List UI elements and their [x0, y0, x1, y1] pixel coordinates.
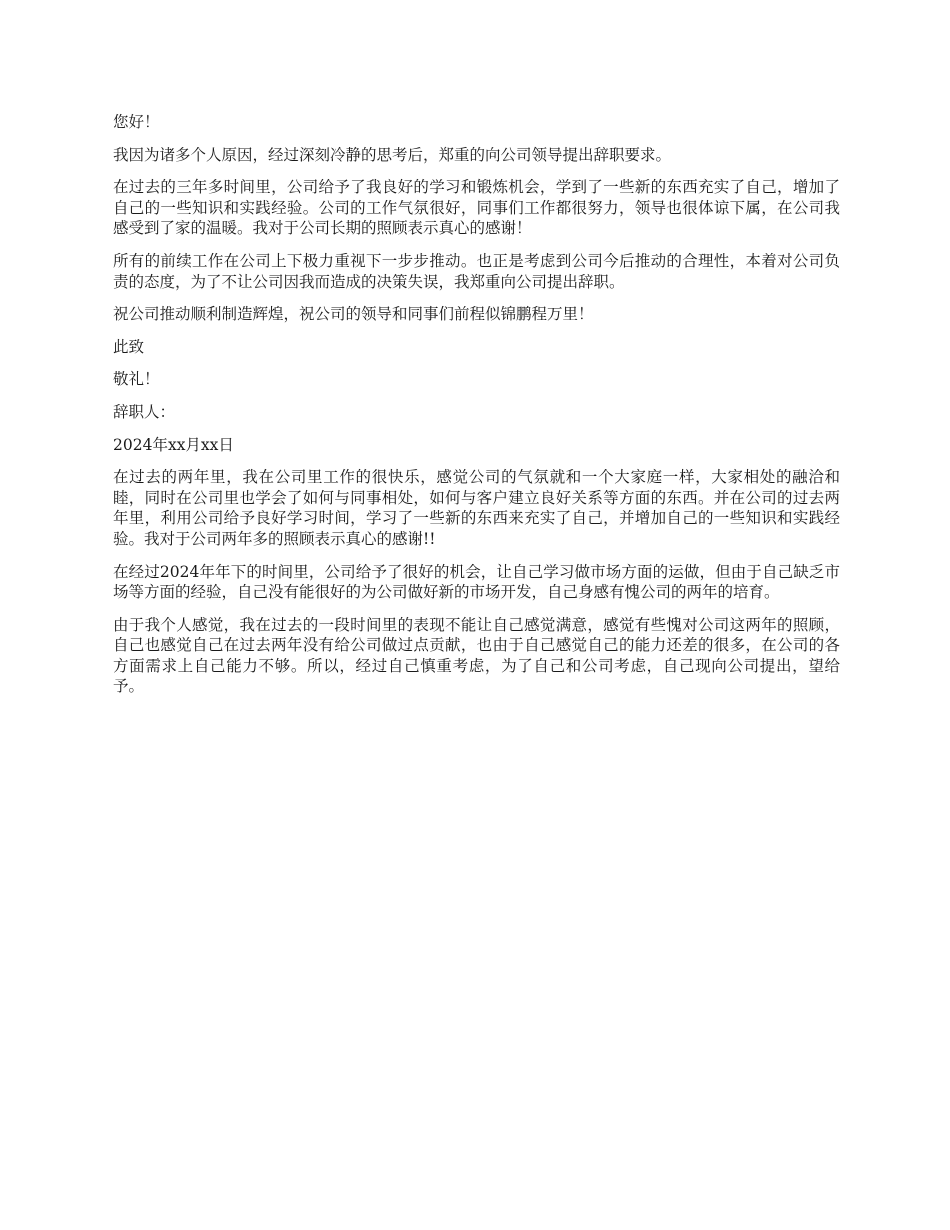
- paragraph-wishes: 祝公司推动顺利制造辉煌，祝公司的领导和同事们前程似锦鹏程万里！: [113, 305, 594, 324]
- paragraph-two-years: 在过去的两年里，我在公司里工作的很快乐，感觉公司的气氛就和一个大家庭一样，大家相处的融洽和睦，同时在公司里也学会了如何与同事相处，如何与客户建立良好关系等方面的东西。并在公司的过去两年里，利用公司给予良好学习时间，学习了一些新的东西来充实了自己，并增加自己的一些知识和实践经验。我对于公司两年多的照顾表示真心的感谢!!: [113, 468, 840, 548]
- paragraph-intro: 我因为诸多个人原因，经过深刻冷静的思考后，郑重的向公司领导提出辞职要求。: [113, 145, 672, 164]
- paragraph-gratitude: 在过去的三年多时间里，公司给予了我良好的学习和锻炼机会，学到了一些新的东西充实了自己，增加了自己的一些知识和实践经验。公司的工作气氛很好，同事们工作都很努力，领导也很体谅下属，在公司我感受到了家的温暖。我对于公司长期的照顾表示真心的感谢！: [113, 178, 840, 238]
- closing-salutation: 此致: [113, 337, 145, 356]
- greeting: 您好！: [113, 113, 160, 131]
- paragraph-conclusion: 由于我个人感觉，我在过去的一段时间里的表现不能让自己感觉满意，感觉有些愧对公司这两年的照顾，自己也感觉自己在过去两年没有给公司做过点贡献，也由于自己感觉自己的能力还差的很多，在公司的各方面需求上自己能力不够。所以，经过自己慎重考虑，为了自己和公司考虑，自己现向公司提出，望给予。: [113, 615, 840, 696]
- closing-respect: 敬礼！: [113, 370, 160, 389]
- paragraph-market: 在经过2024年年下的时间里，公司给予了很好的机会，让自己学习做市场方面的运做，但由于自己缺乏市场等方面的经验，自己没有能很好的为公司做好新的市场开发，自己身感有愧公司的两年的培育。: [113, 562, 840, 602]
- resignation-letter: [113, 112, 840, 709]
- signature-label: 辞职人：: [113, 402, 176, 421]
- paragraph-reason: 所有的前续工作在公司上下极力重视下一步步推动。也正是考虑到公司今后推动的合理性，本着对公司负责的态度，为了不让公司因我而造成的决策失误，我郑重向公司提出辞职。: [113, 251, 840, 291]
- letter-date: 2024年xx月xx日: [113, 435, 234, 454]
